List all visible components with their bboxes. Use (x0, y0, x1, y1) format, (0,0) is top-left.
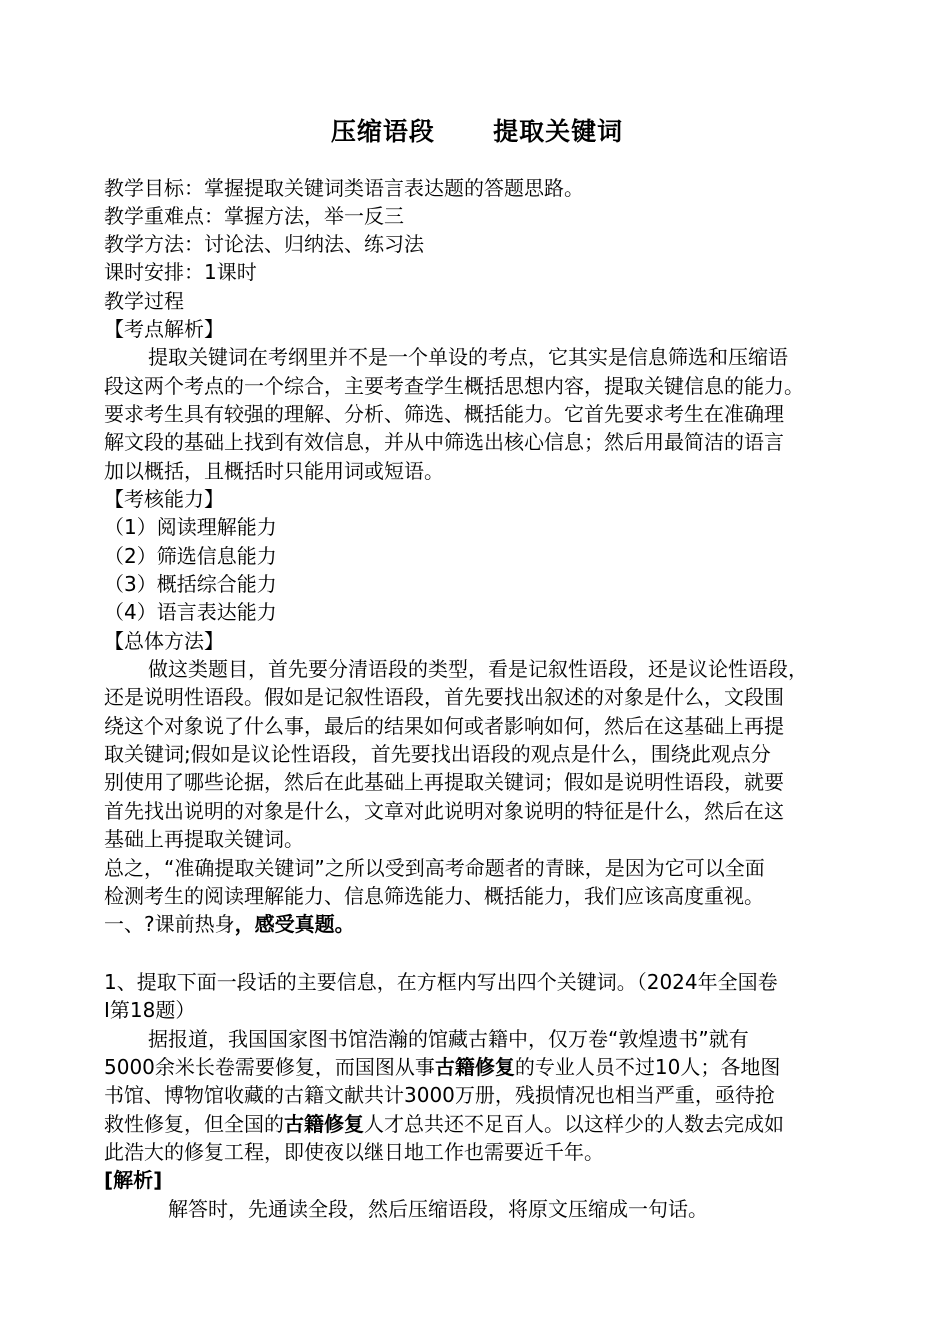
warmup-bold-suffix: ，感受真题。 (234, 912, 355, 936)
passage-line: 书馆、博物馆收藏的古籍文献共计3000万册，残损情况也相当严重，亟待抢 (104, 1083, 775, 1107)
analysis-line: 要求考生具有较强的理解、分析、筛选、概括能力。它首先要求考生在准确理 (104, 402, 784, 426)
ability-heading: 【考核能力】 (104, 487, 224, 511)
analysis-line: 解文段的基础上找到有效信息，并从中筛选出核心信息；然后用最简洁的语言 (104, 430, 784, 454)
teaching-goal: 教学目标：掌握提取关键词类语言表达题的答题思路。 (104, 176, 584, 200)
analysis-line: 段这两个考点的一个综合，主要考查学生概括思想内容，提取关键信息的能力。 (104, 374, 804, 398)
exercise-analysis-text: 解答时，先通读全段，然后压缩语段，将原文压缩成一句话。 (168, 1197, 708, 1221)
ability-item: （1）阅读理解能力 (104, 515, 277, 539)
method-line: 别使用了哪些论据，然后在此基础上再提取关键词；假如是说明性语段，就要 (104, 770, 784, 794)
teaching-method: 教学方法：讨论法、归纳法、练习法 (104, 232, 424, 256)
ability-item: （4）语言表达能力 (104, 600, 277, 624)
summary-line: 总之，“准确提取关键词”之所以受到高考命题者的青睐，是因为它可以全面 (104, 856, 765, 880)
passage-keyword: 古籍修复 (434, 1055, 515, 1079)
passage-line (104, 1110, 784, 1138)
method-line: 取关键词;假如是议论性语段，首先要找出语段的观点是什么，围绕此观点分 (104, 742, 771, 766)
method-line: 还是说明性语段。假如是记叙性语段，首先要找出叙述的对象是什么，文段围 (104, 685, 784, 709)
analysis-line: 加以概括，且概括时只能用词或短语。 (104, 459, 444, 483)
teaching-difficulty: 教学重难点：掌握方法，举一反三 (104, 204, 404, 228)
passage-keyword: 古籍修复 (284, 1112, 364, 1136)
ability-item: （2）筛选信息能力 (104, 544, 277, 568)
method-line: 首先找出说明的对象是什么，文章对此说明对象说明的特征是什么，然后在这 (104, 799, 784, 823)
passage-line: 据报道，我国国家图书馆浩瀚的馆藏古籍中，仅万卷“敦煌遗书”就有 (148, 1027, 749, 1051)
passage-text: 的专业人员不过10人；各地图 (514, 1055, 781, 1079)
method-line: 绕这个对象说了什么事，最后的结果如何或者影响如何，然后在这基础上再提 (104, 714, 784, 738)
passage-line: 此浩大的修复工程，即使夜以继日地工作也需要近千年。 (104, 1140, 604, 1164)
warmup-heading (104, 910, 355, 938)
exercise-analysis-heading: [解析] (104, 1168, 163, 1192)
question-line: 1、提取下面一段话的主要信息，在方框内写出四个关键词。（2024年全国卷 (104, 970, 778, 994)
passage-text: 人才总共还不足百人。以这样少的人数去完成如 (364, 1112, 784, 1136)
passage-text: 救性修复，但全国的 (104, 1112, 284, 1136)
ability-item: （3）概括综合能力 (104, 572, 277, 596)
analysis-heading: 【考点解析】 (104, 317, 224, 341)
teaching-process: 教学过程 (104, 289, 184, 313)
summary-line: 检测考生的阅读理解能力、信息筛选能力、概括能力，我们应该高度重视。 (104, 884, 764, 908)
analysis-line: 提取关键词在考纲里并不是一个单设的考点，它其实是信息筛选和压缩语 (148, 345, 788, 369)
question-line: Ⅰ第18题） (104, 998, 196, 1022)
passage-text: 5000余米长卷需要修复，而国图从事 (104, 1055, 435, 1079)
class-schedule: 课时安排：1课时 (104, 260, 257, 284)
passage-line (104, 1053, 780, 1081)
method-line: 做这类题目，首先要分清语段的类型，看是记叙性语段，还是议论性语段， (148, 657, 808, 681)
page-title: 压缩语段 提取关键词 (330, 117, 624, 146)
method-heading: 【总体方法】 (104, 629, 224, 653)
method-line: 基础上再提取关键词。 (104, 827, 304, 851)
warmup-prefix: 一、?课前热身 (104, 912, 235, 936)
